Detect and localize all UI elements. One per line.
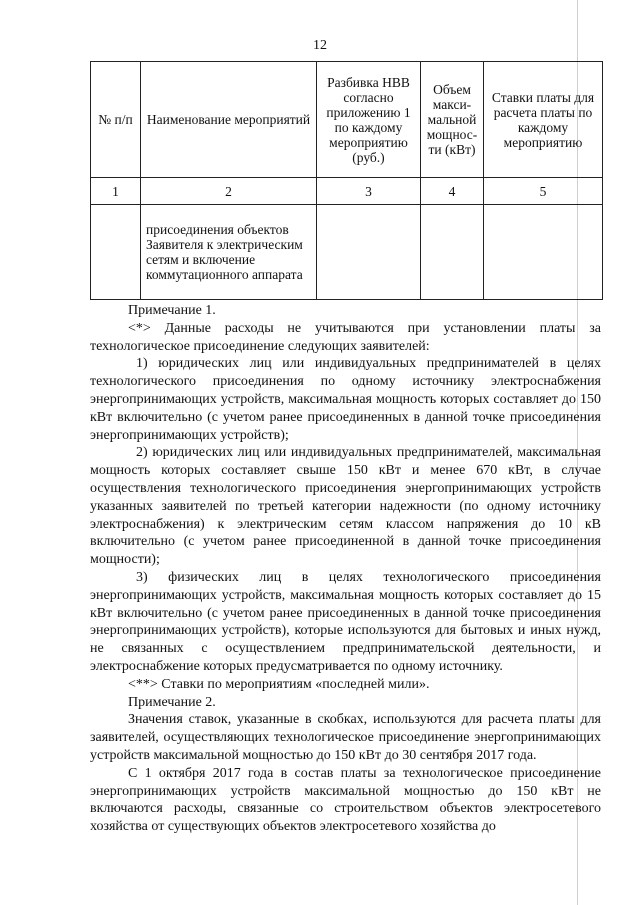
table-cell bbox=[91, 205, 141, 300]
column-number: 5 bbox=[484, 178, 603, 205]
table-header-row bbox=[91, 62, 603, 178]
table-row bbox=[91, 205, 603, 300]
measures-table bbox=[90, 61, 603, 300]
column-number: 3 bbox=[317, 178, 421, 205]
table-cell-measure-name: присоединения объектов Заявителя к электрическим сетям и включение коммутационного аппарата bbox=[141, 205, 317, 300]
column-number: 2 bbox=[141, 178, 317, 205]
note-1-item-1: 1) юридических лиц или индивидуальных предпринимателей в целях технологического присоединения по одному источнику электроснабжения энергопринимающих устройств, максимальная мощность которых составляет до 150 кВт включительно (с учетом ранее присоединенных в данной точке присоединения энергопринимающих устройств); bbox=[90, 356, 601, 443]
header-rates: Ставки платы для расчета платы по каждому мероприятию bbox=[484, 62, 603, 178]
header-nvv-breakdown: Разбивка НВВ согласно приложению 1 по каждому мероприятию (руб.) bbox=[317, 62, 421, 178]
note-1-item-2: 2) юридических лиц или индивидуальных предпринимателей, максимальная мощность которых составляет свыше 150 кВт и менее 670 кВт, в случае осуществления технологического присоединения энергопринимающих устройств указанных заявителей по третьей категории надежности (по одному источнику электроснабжения) к электрическим сетям классом напряжения до 10 кВ включительно (с учетом ранее присоединенной в данной точке присоединения мощности); bbox=[90, 445, 601, 568]
header-number: № п/п bbox=[91, 62, 141, 178]
header-max-power: Объем макси-мальной мощнос-ти (кВт) bbox=[421, 62, 484, 178]
note-1-item-3: 3) физических лиц в целях технологического присоединения энергопринимающих устройств, максимальная мощность которых составляет до 15 кВт включительно (с учетом ранее присоединенных в данной точке присоединения энергопринимающих устройств), которые используются для бытовых и иных нужд, не связанных с осуществлением предпринимательской деятельности, и электроснабжение которых предусматривается по одному источнику. bbox=[90, 569, 601, 674]
note-1-text: <*> Данные расходы не учитываются при установлении платы за технологическое присоединение следующих заявителей: bbox=[90, 320, 601, 354]
header-measure-name: Наименование мероприятий bbox=[141, 62, 317, 178]
note-2-heading: Примечание 2. bbox=[128, 694, 216, 710]
column-number: 1 bbox=[91, 178, 141, 205]
note-1-heading: Примечание 1. bbox=[128, 303, 216, 318]
table-cell bbox=[484, 205, 603, 300]
note-2-text: Значения ставок, указанные в скобках, используются для расчета платы для заявителей, осуществляющих технологическое присоединение энергопринимающих устройств максимальной мощностью до 150 кВт до 30 сентября 2017 года. bbox=[90, 712, 601, 763]
note-last-mile: <**> Ставки по мероприятиям «последней мили». bbox=[128, 676, 430, 692]
page-number: 12 bbox=[313, 38, 327, 53]
note-2-text-2: С 1 октября 2017 года в состав платы за технологическое присоединение энергопринимающих устройств максимальной мощностью до 150 кВт не включаются расходы, связанные со строительством объектов электросетевого хозяйства от существующих объектов электросетевого хозяйства до bbox=[90, 765, 601, 835]
notes-section bbox=[90, 302, 601, 836]
table-cell bbox=[317, 205, 421, 300]
table-cell bbox=[421, 205, 484, 300]
column-number: 4 bbox=[421, 178, 484, 205]
table-column-numbers-row bbox=[91, 178, 603, 205]
